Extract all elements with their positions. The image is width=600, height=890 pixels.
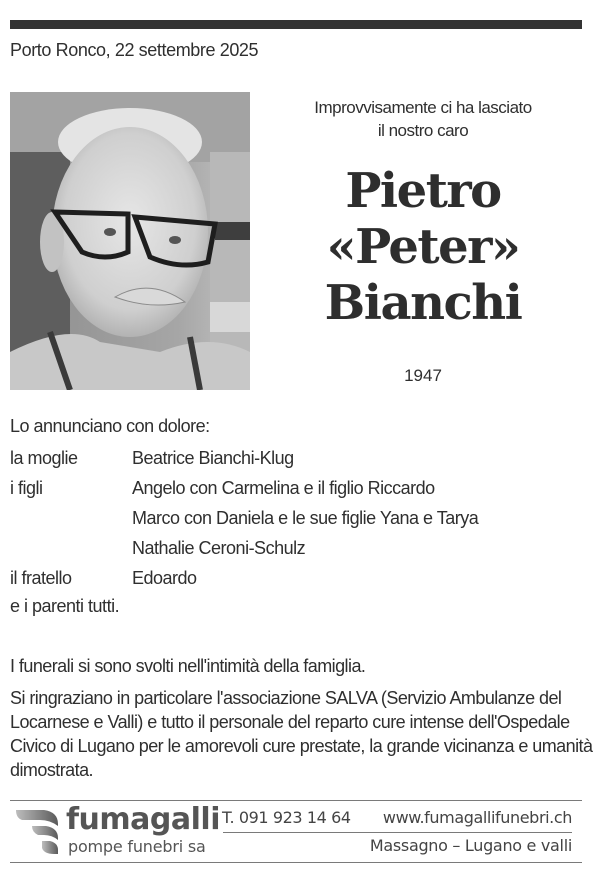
mourner-names: Nathalie Ceroni-Schulz [132, 538, 306, 558]
mourner-names: Marco con Daniela e le sue figlie Yana e Tarya [132, 508, 479, 528]
mourner-row [10, 446, 478, 476]
portrait-image [10, 92, 250, 390]
thanks-note: Si ringraziano in particolare l'associazione SALVA (Servizio Ambulanze del Locarnese e Valli) e tutto il personale del reparto cure intense dell'Ospedale Civico di Lugano per le amorevoli cure prestate, la grande vicinanza e umanità dimostrata. [10, 688, 593, 780]
funeral-note: I funerali si sono svolti nell'intimità della famiglia. [10, 656, 366, 676]
relation-label: la moglie [10, 448, 78, 468]
locations: Massagno – Lugano e valli [369, 836, 572, 855]
contact-divider [223, 832, 572, 833]
wing-feathers-icon [14, 808, 62, 856]
contact-info [222, 808, 572, 827]
relation-label: i figli [10, 478, 43, 498]
funeral-home-logo [14, 802, 220, 858]
nickname: «Peter» [326, 219, 520, 275]
mourner-row [10, 536, 478, 566]
last-name: Bianchi [324, 275, 522, 331]
intro-line-2: il nostro caro [377, 121, 469, 140]
mourners-heading: Lo annunciano con dolore: [10, 416, 210, 436]
mourner-row [10, 476, 478, 506]
top-rule [10, 20, 582, 29]
relation-label [10, 506, 132, 536]
mourners-list [10, 446, 478, 596]
website-link[interactable]: www.fumagallifunebri.ch [382, 808, 572, 827]
brand-subtitle: pompe funebri sa [68, 837, 206, 856]
mourner-row [10, 566, 478, 596]
intro-line-1: Improvvisamente ci ha lasciato [314, 98, 532, 117]
mourner-names: Edoardo [132, 568, 197, 588]
mourner-names: Angelo con Carmelina e il figlio Riccardo [132, 478, 435, 498]
brand-name: fumagalli [66, 802, 220, 837]
footer-bottom-rule [10, 862, 582, 863]
mourner-row [10, 506, 478, 536]
mourners-closing: e i parenti tutti. [10, 596, 120, 616]
deceased-name [268, 163, 578, 331]
portrait-photo [10, 92, 250, 390]
birth-year: 1947 [404, 366, 442, 385]
first-name: Pietro [345, 163, 501, 219]
relation-label: il fratello [10, 568, 72, 588]
relation-label [10, 536, 132, 566]
place-date: Porto Ronco, 22 settembre 2025 [10, 40, 259, 60]
mourner-names: Beatrice Bianchi-Klug [132, 448, 294, 468]
phone-number: T. 091 923 14 64 [222, 808, 351, 827]
intro-text [268, 96, 578, 142]
footer-top-rule [10, 800, 582, 801]
